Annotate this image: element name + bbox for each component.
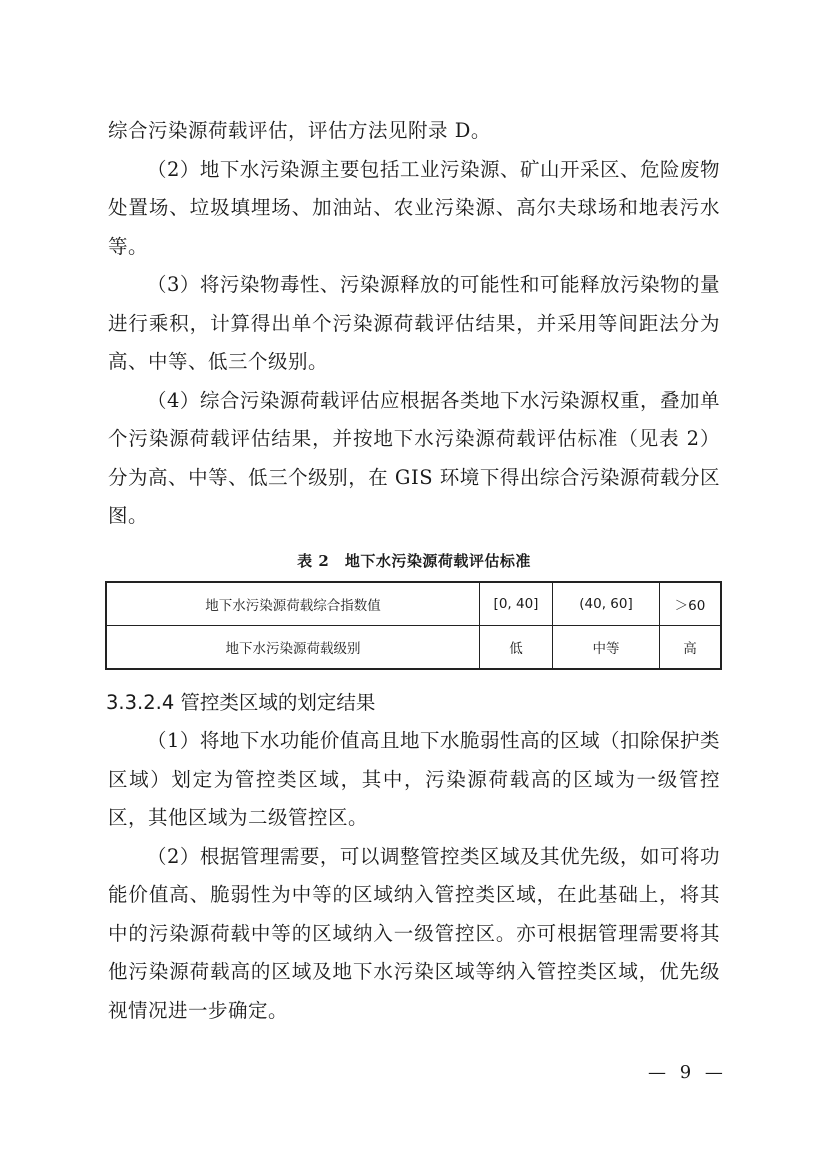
page-number: — 9 — <box>648 1062 727 1083</box>
table-caption: 表 2 地下水污染源荷载评估标准 <box>297 551 531 570</box>
table-cell: 中等 <box>553 625 660 669</box>
table-cell: 地下水污染源荷载级别 <box>106 625 480 669</box>
paragraph-item-1: （1）将地下水功能价值高且地下水脆弱性高的区域（扣除保护类区域）划定为管控类区域，其中，污染源荷载高的区域为一级管控区，其他区域为二级管控区。 <box>108 729 720 829</box>
table-cell: (40, 60] <box>553 582 660 626</box>
paragraph-item-3: （3）将污染物毒性、污染源释放的可能性和可能释放污染物的量进行乘积，计算得出单个污染源荷载评估结果，并采用等间距法分为高、中等、低三个级别。 <box>108 273 720 373</box>
table-row <box>106 582 721 626</box>
paragraph-item-4: （4）综合污染源荷载评估应根据各类地下水污染源权重，叠加单个污染源荷载评估结果，并按地下水污染源荷载评估标准（见表 2）分为高、中等、低三个级别，在 GIS 环境下得出综合污染源荷载分区图。 <box>108 388 720 527</box>
table-cell: 地下水污染源荷载综合指数值 <box>106 582 480 626</box>
paragraph-continuation: 综合污染源荷载评估，评估方法见附录 D。 <box>108 119 491 142</box>
table-cell: ＞60 <box>660 582 722 626</box>
document-page <box>108 112 720 1030</box>
table-cell: 高 <box>660 625 722 669</box>
table-cell: [0, 40] <box>480 582 553 626</box>
assessment-standard-table <box>105 581 722 670</box>
paragraph-item-2: （2）地下水污染源主要包括工业污染源、矿山开采区、危险废物处置场、垃圾填埋场、加油站、农业污染源、高尔夫球场和地表污水等。 <box>108 157 720 258</box>
section-heading: 3.3.2.4 管控类区域的划定结果 <box>106 690 376 714</box>
table-cell: 低 <box>480 625 553 669</box>
table-row <box>106 625 721 669</box>
paragraph-item-2b: （2）根据管理需要，可以调整管控类区域及其优先级，如可将功能价值高、脆弱性为中等的区域纳入管控类区域，在此基础上，将其中的污染源荷载中等的区域纳入一级管控区。亦可根据管理需要将其他污染源荷载高的区域及地下水污染区域等纳入管控类区域，优先级视情况进一步确定。 <box>108 844 720 1022</box>
